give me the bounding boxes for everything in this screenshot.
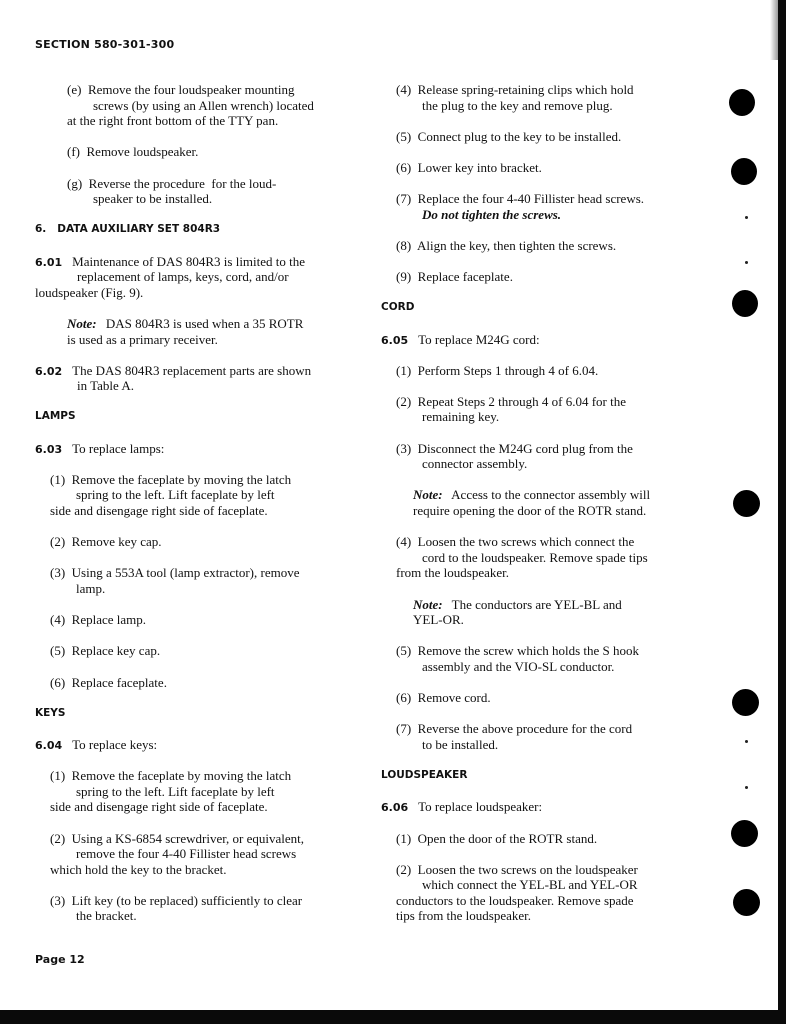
note-label: Note: (413, 487, 443, 503)
step-label: (9) (396, 269, 412, 285)
step-label: (7) (396, 191, 412, 207)
step-text: at the right front bottom of the TTY pan. (67, 113, 279, 129)
punch-hole-icon (729, 89, 755, 116)
step-text: Replace lamp. (71, 612, 147, 628)
paragraph-text: in Table A. (77, 378, 134, 394)
step-text: spring to the left. Lift faceplate by left (76, 487, 275, 503)
step-text: the bracket. (76, 908, 137, 924)
step-label: (6) (396, 159, 412, 175)
step-label: (1) (396, 830, 412, 846)
step-label: (5) (50, 643, 66, 659)
cord-step-4 (381, 534, 699, 581)
step-text: Disconnect the M24G cord plug from the (417, 440, 633, 456)
step-text: spring to the left. Lift faceplate by left (76, 783, 275, 799)
step-item (35, 565, 353, 596)
subsection-heading-keys: KEYS (35, 706, 66, 719)
step-text: assembly and the VIO-SL conductor. (422, 658, 615, 674)
step-text: Loosen the two screws which connect the (417, 534, 635, 550)
cord-steps-list-continued (381, 643, 699, 752)
step-item (381, 238, 699, 254)
cord-steps-list (381, 363, 699, 472)
step-text: Perform Steps 1 through 4 of 6.04. (417, 362, 599, 378)
paragraph-text: Maintenance of DAS 804R3 is limited to the (72, 253, 306, 269)
step-label: (2) (50, 534, 66, 550)
step-label: (1) (396, 362, 412, 378)
step-label: (g) (67, 175, 83, 191)
step-text: speaker to be installed. (93, 191, 213, 207)
step-item (35, 472, 353, 519)
step-e (35, 82, 353, 129)
loudspeaker-steps-list (381, 831, 699, 925)
step-item (381, 441, 699, 472)
left-column (35, 82, 353, 968)
step-text: screws (by using an Allen wrench) located (93, 97, 314, 113)
step-label: (7) (396, 721, 412, 737)
step-text: Using a 553A tool (lamp extractor), remove (71, 565, 300, 581)
step-item (35, 675, 353, 691)
step-label: (5) (396, 128, 412, 144)
step-item (35, 534, 353, 550)
section-header: SECTION 580-301-300 (35, 38, 175, 51)
note-text: Access to the connector assembly will (451, 487, 651, 503)
step-text: tips from the loudspeaker. (396, 908, 532, 924)
step-label: (2) (50, 830, 66, 846)
scan-border-right (778, 0, 786, 1024)
note-text: require opening the door of the ROTR stand. (413, 503, 647, 519)
step-text: Replace faceplate. (71, 674, 167, 690)
paragraph-text: The DAS 804R3 replacement parts are shown (72, 362, 312, 378)
step-text: Open the door of the ROTR stand. (417, 830, 598, 846)
note-text: The conductors are YEL-BL and (451, 596, 622, 612)
step-text: connector assembly. (422, 456, 528, 472)
paragraph-text: To replace keys: (72, 736, 158, 752)
subsection-heading-lamps: LAMPS (35, 410, 76, 423)
step-label: (5) (396, 643, 412, 659)
step-f (35, 144, 353, 160)
speck-mark (745, 216, 748, 219)
step-item (381, 160, 699, 176)
step-label: (1) (50, 471, 66, 487)
scan-border-bottom (0, 1010, 786, 1024)
step-text: cord to the loudspeaker. Remove spade tips (422, 549, 648, 565)
step-label: (1) (50, 768, 66, 784)
step-label: (f) (67, 144, 80, 160)
step-text: to be installed. (422, 736, 499, 752)
footer-area (35, 952, 353, 968)
step-item (381, 831, 699, 847)
step-text: Release spring-retaining clips which hold (417, 82, 634, 97)
key-steps-continued-list (381, 82, 699, 285)
step-text: Reverse the above procedure for the cord (417, 721, 633, 737)
emphasis-warning: Do not tighten the screws. (422, 206, 562, 222)
page-number: Page 12 (35, 953, 85, 967)
step-text: lamp. (76, 581, 106, 596)
key-steps-list (35, 768, 353, 924)
step-text: side and disengage right side of faceplate. (50, 799, 268, 815)
punch-hole-icon (732, 689, 759, 716)
step-text: Repeat Steps 2 through 4 of 6.04 for the (417, 393, 626, 409)
step-text: Remove loudspeaker. (86, 144, 199, 160)
speck-mark (745, 740, 748, 743)
step-text: conductors to the loudspeaker. Remove spade (396, 892, 634, 908)
step-item (35, 612, 353, 628)
paragraph-text: To replace loudspeaker: (418, 799, 543, 815)
subsection-heading-loudspeaker: LOUDSPEAKER (381, 769, 468, 782)
step-text: Remove key cap. (71, 534, 162, 550)
punch-hole-icon (732, 290, 758, 317)
step-label: (4) (396, 534, 412, 550)
punch-hole-icon (731, 820, 758, 847)
step-text: Lower key into bracket. (417, 159, 542, 175)
step-text: Loosen the two screws on the loudspeaker (417, 861, 638, 877)
step-label: (6) (50, 674, 66, 690)
step-item (381, 269, 699, 285)
speck-mark (745, 261, 748, 264)
step-text: Align the key, then tighten the screws. (416, 237, 617, 253)
note-text: DAS 804R3 is used when a 35 ROTR (105, 315, 304, 331)
speck-mark (745, 786, 748, 789)
step-item (381, 129, 699, 145)
punch-hole-icon (733, 490, 760, 517)
step-item (381, 690, 699, 706)
step-label: (6) (396, 690, 412, 706)
paragraph-number: 6.06 (381, 801, 409, 815)
step-label: (e) (67, 82, 82, 97)
paragraph-number: 6.01 (35, 255, 63, 269)
paragraph-number: 6.04 (35, 738, 63, 752)
step-item (381, 191, 699, 222)
step-text: Connect plug to the key to be installed. (417, 128, 622, 144)
paragraph-6-04 (35, 737, 353, 753)
step-item (35, 643, 353, 659)
step-text: Replace the four 4-40 Fillister head screws. (417, 191, 645, 207)
subsection-heading-cord: CORD (381, 301, 415, 314)
note (381, 597, 699, 628)
right-column (381, 82, 699, 940)
step-text: which connect the YEL-BL and YEL-OR (422, 877, 638, 893)
paragraph-6-01 (35, 254, 353, 301)
paragraph-text: loudspeaker (Fig. 9). (35, 284, 144, 300)
step-text: remove the four 4-40 Fillister head screws (76, 846, 297, 862)
paragraph-6-03 (35, 441, 353, 457)
paragraph-6-05 (381, 332, 699, 348)
step-text: Replace faceplate. (417, 269, 513, 285)
step-item (381, 363, 699, 379)
note-text: YEL-OR. (413, 612, 464, 628)
step-text: which hold the key to the bracket. (50, 861, 227, 877)
paragraph-number: 6.03 (35, 442, 63, 456)
note-text: is used as a primary receiver. (67, 331, 218, 347)
step-label: (3) (50, 892, 66, 908)
step-text: Lift key (to be replaced) sufficiently to clear (71, 892, 303, 908)
lamp-steps-list (35, 472, 353, 690)
step-label: (4) (396, 82, 412, 97)
paragraph-text: To replace M24G cord: (418, 331, 540, 347)
step-label: (8) (396, 237, 412, 253)
step-item (381, 721, 699, 752)
punch-hole-icon (731, 158, 757, 185)
note (381, 487, 699, 518)
paragraph-6-02 (35, 363, 353, 394)
step-label: (3) (396, 440, 412, 456)
section-heading: 6. DATA AUXILIARY SET 804R3 (35, 223, 221, 236)
step-text: Reverse the procedure for the loud- (88, 175, 277, 191)
step-label: (3) (50, 565, 66, 581)
step-text: Remove the four loudspeaker mounting (87, 82, 295, 97)
step-text: remaining key. (422, 409, 500, 425)
note-label: Note: (67, 315, 97, 331)
step-text: side and disengage right side of faceplate. (50, 503, 268, 519)
step-text: Remove the faceplate by moving the latch (71, 471, 292, 487)
step-text: Remove the screw which holds the S hook (417, 643, 639, 659)
punch-hole-icon (733, 889, 760, 916)
note (35, 316, 353, 347)
step-item (381, 862, 699, 924)
step-label: (2) (396, 861, 412, 877)
step-text: Remove the faceplate by moving the latch (71, 768, 292, 784)
step-item (35, 768, 353, 815)
step-text: the plug to the key and remove plug. (422, 97, 613, 113)
note-label: Note: (413, 596, 443, 612)
paragraph-number: 6.02 (35, 364, 63, 378)
step-text: Using a KS-6854 screwdriver, or equivalent, (71, 830, 305, 846)
paragraph-number: 6.05 (381, 333, 409, 347)
step-item (35, 831, 353, 878)
scan-shadow (770, 0, 778, 60)
paragraph-6-06 (381, 799, 699, 815)
step-item (381, 82, 699, 113)
step-text: from the loudspeaker. (396, 565, 509, 581)
step-item (35, 893, 353, 924)
step-text: Replace key cap. (71, 643, 161, 659)
step-label: (4) (50, 612, 66, 628)
step-item (381, 643, 699, 674)
step-item (381, 394, 699, 425)
step-g (35, 176, 353, 207)
step-text: Remove cord. (417, 690, 491, 706)
paragraph-text: To replace lamps: (72, 440, 165, 456)
step-label: (2) (396, 393, 412, 409)
paragraph-text: replacement of lamps, keys, cord, and/or (77, 269, 289, 285)
